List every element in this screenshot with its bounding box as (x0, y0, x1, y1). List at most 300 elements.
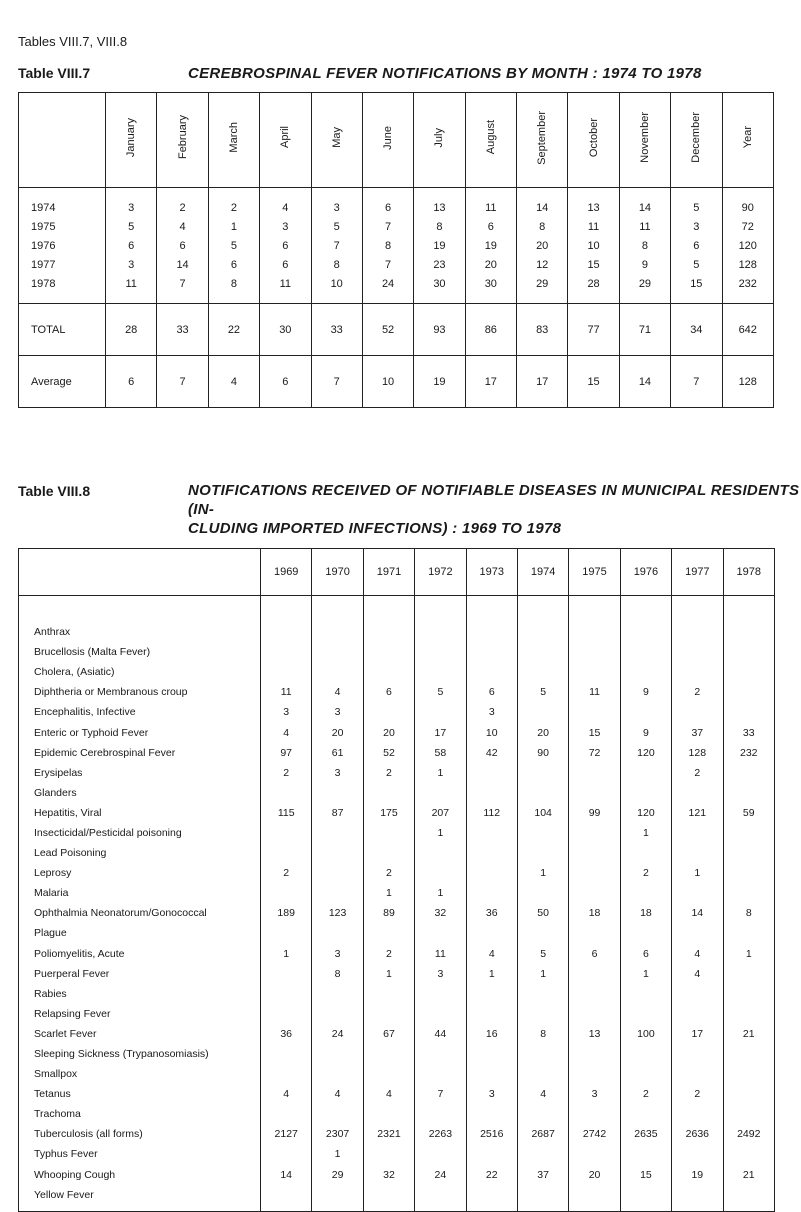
table1-cell: 3 (671, 217, 722, 236)
table2-disease-name: Enteric or Typhoid Fever (34, 726, 149, 739)
table1-cell: 128 (722, 356, 774, 408)
table2-cell: 1 (363, 883, 414, 903)
table2-year-header: 1978 (723, 549, 774, 596)
table2-disease-name: Insecticidal/Pesticidal poisoning (34, 826, 182, 839)
table2-cell: 20 (363, 722, 414, 742)
table2-disease-name: Poliomyelitis, Acute (34, 947, 125, 960)
table2-title-line2: CLUDING IMPORTED INFECTIONS) : 1969 TO 1978 (188, 520, 562, 537)
table1-cell: 642 (722, 304, 774, 356)
table2-cell (466, 642, 517, 662)
table1-cell: 15 (568, 255, 619, 274)
table2-cell: 112 (466, 803, 517, 823)
table2-row (19, 883, 775, 903)
table2-cell: 4 (517, 1084, 568, 1104)
table2-cell (723, 596, 774, 643)
table2-disease-name: Ophthalmia Neonatorum/Gonococcal (34, 907, 207, 920)
table2-cell (261, 823, 312, 843)
table2-cell (723, 1144, 774, 1164)
table2-row (19, 964, 775, 984)
table1-col-header-label: September (536, 110, 549, 165)
table2-cell: 44 (415, 1024, 466, 1044)
table1-col-header (722, 93, 774, 188)
table1-cell: 5 (311, 217, 362, 236)
table2-cell (517, 1144, 568, 1164)
table2-cell: 29 (312, 1165, 363, 1185)
table2-year-header: 1969 (261, 549, 312, 596)
table2-cell: 18 (569, 903, 620, 923)
table1-cell: 8 (517, 217, 568, 236)
table1-cell: 7 (311, 236, 362, 255)
table1-cell: 22 (208, 304, 259, 356)
table2-cell (517, 843, 568, 863)
table2-cell (466, 1044, 517, 1064)
table1-cell: 15 (568, 356, 619, 408)
table2-cell: 2 (363, 863, 414, 883)
table2-cell (312, 1104, 363, 1124)
table2-cell (620, 1064, 671, 1084)
table2-cell (363, 1185, 414, 1212)
table2-cell: 22 (466, 1165, 517, 1185)
table2-cell: 37 (517, 1165, 568, 1185)
table2-cell: 3 (466, 702, 517, 722)
table2-cell (363, 783, 414, 803)
table2-cell (466, 763, 517, 783)
table2-cell (517, 662, 568, 682)
table2-title (188, 481, 801, 538)
table2-cell: 20 (517, 722, 568, 742)
table2-cell: 4 (312, 1084, 363, 1104)
table1-cell: 14 (619, 356, 670, 408)
table2-cell (569, 823, 620, 843)
table2-cell (569, 984, 620, 1004)
table1-row (19, 255, 774, 274)
table2-cell (261, 1064, 312, 1084)
table2-cell: 10 (466, 722, 517, 742)
table2-disease-name: Sleeping Sickness (Trypanosomiasis) (34, 1048, 209, 1061)
table2-cell (569, 1064, 620, 1084)
table2-cell (261, 783, 312, 803)
table2-cell: 2635 (620, 1124, 671, 1144)
table1-corner (19, 93, 106, 188)
table1-cell: 2 (157, 188, 208, 218)
table1-cell: 28 (568, 274, 619, 304)
table2-cell (312, 783, 363, 803)
table2-cell (569, 1185, 620, 1212)
table2-cell: 4 (261, 1084, 312, 1104)
table2-cell: 15 (620, 1165, 671, 1185)
table2-cell (312, 1004, 363, 1024)
table2-cell: 32 (415, 903, 466, 923)
table1-cell: 28 (106, 304, 157, 356)
table2-cell: 1 (672, 863, 723, 883)
table2-cell (517, 883, 568, 903)
table2-cell (363, 1004, 414, 1024)
table2-row (19, 863, 775, 883)
table2-cell (261, 642, 312, 662)
table2-row (19, 843, 775, 863)
table2-cell (569, 1044, 620, 1064)
table2-row (19, 783, 775, 803)
table2-row (19, 1104, 775, 1124)
table1-row (19, 356, 774, 408)
table1 (18, 92, 774, 408)
table1-cell: 8 (414, 217, 465, 236)
table2-cell: 61 (312, 743, 363, 763)
table2-cell: 2263 (415, 1124, 466, 1144)
table2-cell: 20 (312, 722, 363, 742)
table2-cell: 4 (466, 944, 517, 964)
table1-cell: 10 (362, 356, 413, 408)
table1-cell: 4 (157, 217, 208, 236)
table1-cell: 30 (465, 274, 516, 304)
table2-cell (723, 863, 774, 883)
table2-cell (517, 923, 568, 943)
table2-cell (261, 1144, 312, 1164)
table2-cell: 3 (261, 702, 312, 722)
table2-cell (415, 1044, 466, 1064)
table2-disease-name: Cholera, (Asiatic) (34, 666, 115, 679)
table2-cell (363, 1104, 414, 1124)
table2-cell: 9 (620, 722, 671, 742)
table1-cell: 6 (260, 236, 311, 255)
table2-cell (466, 883, 517, 903)
table2-cell (363, 702, 414, 722)
table1-cell: 11 (260, 274, 311, 304)
table1-cell: 11 (619, 217, 670, 236)
table1-col-header (671, 93, 722, 188)
table2-row (19, 722, 775, 742)
table1-cell: 23 (414, 255, 465, 274)
table2-disease-name: Tetanus (34, 1088, 71, 1101)
table1-cell: 6 (208, 255, 259, 274)
table1-cell: 7 (157, 356, 208, 408)
table2-cell (415, 984, 466, 1004)
table1-row (19, 217, 774, 236)
table2-cell: 9 (620, 682, 671, 702)
table2-cell (517, 1064, 568, 1084)
table2-cell: 20 (569, 1165, 620, 1185)
table2-cell: 5 (415, 682, 466, 702)
page-header: Tables VIII.7, VIII.8 (18, 34, 128, 49)
table2-cell (466, 863, 517, 883)
table2-cell (466, 984, 517, 1004)
table1-cell: 7 (671, 356, 722, 408)
table1-row-label: 1974 (31, 201, 56, 214)
table2-cell (466, 596, 517, 643)
table1-row (19, 236, 774, 255)
table2-cell: 89 (363, 903, 414, 923)
table1-cell: 232 (722, 274, 774, 304)
table2-cell (672, 984, 723, 1004)
table2-cell: 99 (569, 803, 620, 823)
table2-cell (415, 1144, 466, 1164)
table2-cell (723, 642, 774, 662)
table2-row (19, 702, 775, 722)
table2-cell (517, 596, 568, 643)
table1-cell: 5 (208, 236, 259, 255)
table2-cell: 5 (517, 944, 568, 964)
table2-cell (466, 1064, 517, 1084)
table2-cell (672, 823, 723, 843)
table1-col-header-label: November (638, 112, 651, 163)
table1-col-header-label: April (279, 126, 292, 149)
table2-cell: 1 (312, 1144, 363, 1164)
table1-col-header-label: March (227, 122, 240, 153)
table2-cell (620, 1004, 671, 1024)
table2-cell (723, 1004, 774, 1024)
table2-cell (466, 1104, 517, 1124)
table2-cell: 4 (261, 722, 312, 742)
table1-col-header-label: Year (741, 126, 754, 149)
table2-cell (312, 1185, 363, 1212)
table2-cell (723, 1185, 774, 1212)
table1-cell: 14 (619, 188, 670, 218)
table1-col-header-label: June (382, 125, 395, 150)
table1-cell: 10 (568, 236, 619, 255)
table2-cell: 1 (363, 964, 414, 984)
table2-row (19, 1044, 775, 1064)
table2-cell: 104 (517, 803, 568, 823)
table2-cell: 32 (363, 1165, 414, 1185)
table2-cell: 8 (312, 964, 363, 984)
table2-cell (415, 642, 466, 662)
table2-row (19, 662, 775, 682)
table2-cell (569, 863, 620, 883)
table2-cell: 128 (672, 743, 723, 763)
table2-cell (415, 783, 466, 803)
table2-cell (466, 923, 517, 943)
table2-row (19, 1124, 775, 1144)
table2-row (19, 1024, 775, 1044)
table2-cell: 2 (672, 1084, 723, 1104)
table2-cell: 2 (672, 682, 723, 702)
table2-cell (261, 843, 312, 863)
table2-disease-name: Trachoma (34, 1108, 81, 1121)
table2-row (19, 803, 775, 823)
table2-cell: 2636 (672, 1124, 723, 1144)
table1-row (19, 188, 774, 218)
table2-cell (620, 642, 671, 662)
table2-cell (723, 843, 774, 863)
table2-disease-name: Diphtheria or Membranous croup (34, 686, 188, 699)
table2-cell: 13 (569, 1024, 620, 1044)
table1-col-header (362, 93, 413, 188)
table2-cell (723, 1104, 774, 1124)
table2-cell (517, 763, 568, 783)
table1-col-header-label: January (125, 117, 138, 158)
table1-cell: 5 (671, 188, 722, 218)
table1-col-header-label: February (176, 115, 189, 160)
table2-cell: 67 (363, 1024, 414, 1044)
table2-cell (569, 883, 620, 903)
table2-cell (261, 883, 312, 903)
table2-cell: 189 (261, 903, 312, 923)
table2-row (19, 1185, 775, 1212)
table2-cell (672, 783, 723, 803)
table2-cell (312, 883, 363, 903)
table2-cell (415, 1004, 466, 1024)
table2-cell: 1 (466, 964, 517, 984)
table1-cell: 17 (465, 356, 516, 408)
table2-row (19, 1144, 775, 1164)
table2-row (19, 743, 775, 763)
table1-cell: 24 (362, 274, 413, 304)
table2-disease-name: Leprosy (34, 867, 72, 880)
table1-cell: 6 (106, 356, 157, 408)
table1-cell: 12 (517, 255, 568, 274)
table2-label: Table VIII.8 (18, 483, 91, 499)
table1-cell: 11 (465, 188, 516, 218)
table2-cell: 14 (672, 903, 723, 923)
table2-cell (312, 596, 363, 643)
table2-cell (415, 923, 466, 943)
table2-cell (569, 596, 620, 643)
table2-cell (620, 1144, 671, 1164)
table2-cell (517, 1185, 568, 1212)
table1-cell: 128 (722, 255, 774, 274)
table2-cell (723, 923, 774, 943)
table1-cell: 11 (568, 217, 619, 236)
table1-cell: 10 (311, 274, 362, 304)
table2-cell (261, 1185, 312, 1212)
table2-cell: 4 (363, 1084, 414, 1104)
table2-cell: 1 (517, 964, 568, 984)
table2-cell (415, 596, 466, 643)
table2-cell (569, 702, 620, 722)
table2-cell (569, 1104, 620, 1124)
table1-col-header-label: December (690, 112, 703, 163)
table2-cell (363, 596, 414, 643)
table2-cell (363, 1064, 414, 1084)
table2-cell (415, 1104, 466, 1124)
table1-cell: 7 (311, 356, 362, 408)
table2-disease-name: Plague (34, 927, 67, 940)
table2-cell (672, 662, 723, 682)
table2-cell (363, 1144, 414, 1164)
table2-cell (620, 596, 671, 643)
table2-cell (723, 783, 774, 803)
table2-cell (620, 883, 671, 903)
table2-cell (620, 1185, 671, 1212)
table2-disease-name: Smallpox (34, 1068, 78, 1081)
table2-cell (620, 923, 671, 943)
table2-cell: 97 (261, 743, 312, 763)
table2-cell: 2307 (312, 1124, 363, 1144)
table2-cell (672, 1104, 723, 1124)
table1-row-label: 1977 (31, 258, 56, 271)
table2-disease-name: Scarlet Fever (34, 1027, 97, 1040)
table1-col-header (106, 93, 157, 188)
table2-cell: 3 (312, 763, 363, 783)
table2-cell: 8 (723, 903, 774, 923)
table1-cell: 19 (465, 236, 516, 255)
table2-cell: 3 (312, 944, 363, 964)
table2-cell (569, 763, 620, 783)
table2-cell: 87 (312, 803, 363, 823)
table2-cell (466, 662, 517, 682)
table1-cell: 13 (568, 188, 619, 218)
table2-cell: 1 (723, 944, 774, 964)
table2-cell (312, 1044, 363, 1064)
table2-cell: 17 (672, 1024, 723, 1044)
table2-row (19, 823, 775, 843)
table2-cell: 14 (261, 1165, 312, 1185)
table2-cell (672, 1064, 723, 1084)
table2-cell (672, 1185, 723, 1212)
table2-cell: 3 (569, 1084, 620, 1104)
table2-year-header: 1972 (415, 549, 466, 596)
table2-cell (517, 984, 568, 1004)
table2-cell: 1 (261, 944, 312, 964)
table2-year-header: 1975 (569, 549, 620, 596)
table2-cell (723, 682, 774, 702)
table2-cell: 19 (672, 1165, 723, 1185)
table1-cell: 19 (414, 356, 465, 408)
table2-cell (363, 823, 414, 843)
table2-cell: 16 (466, 1024, 517, 1044)
table1-cell: 77 (568, 304, 619, 356)
table1-title: CEREBROSPINAL FEVER NOTIFICATIONS BY MONTH : 1974 TO 1978 (188, 65, 702, 82)
table1-cell: 34 (671, 304, 722, 356)
table2-disease-name: Brucellosis (Malta Fever) (34, 646, 151, 659)
table2-cell: 6 (466, 682, 517, 702)
table2-cell: 1 (415, 763, 466, 783)
table2-cell: 11 (569, 682, 620, 702)
table1-cell: 33 (311, 304, 362, 356)
table1-cell: 11 (106, 274, 157, 304)
table2-cell: 121 (672, 803, 723, 823)
table2-cell (672, 596, 723, 643)
table2-cell (415, 843, 466, 863)
table2-cell: 1 (415, 823, 466, 843)
table2-disease-name: Rabies (34, 987, 67, 1000)
table2-cell: 21 (723, 1165, 774, 1185)
table2 (18, 548, 775, 1212)
table2-cell (620, 783, 671, 803)
table2-cell: 2742 (569, 1124, 620, 1144)
table1-cell: 120 (722, 236, 774, 255)
table2-cell (723, 1044, 774, 1064)
table2-cell: 2 (672, 763, 723, 783)
table2-cell: 2516 (466, 1124, 517, 1144)
table2-cell: 3 (466, 1084, 517, 1104)
table2-row (19, 642, 775, 662)
table1-col-header (311, 93, 362, 188)
table2-disease-name: Whooping Cough (34, 1168, 116, 1181)
table1-col-header-label: August (484, 120, 497, 155)
table2-cell (312, 863, 363, 883)
table1-cell: 6 (260, 255, 311, 274)
table2-cell (415, 1185, 466, 1212)
table2-cell (723, 984, 774, 1004)
table2-cell (569, 1004, 620, 1024)
table2-cell (415, 863, 466, 883)
table1-cell: 2 (208, 188, 259, 218)
table2-cell: 36 (466, 903, 517, 923)
table2-cell (312, 984, 363, 1004)
table2-cell: 24 (415, 1165, 466, 1185)
table2-cell: 123 (312, 903, 363, 923)
table1-cell: 6 (362, 188, 413, 218)
table2-cell (517, 642, 568, 662)
table2-year-header: 1977 (672, 549, 723, 596)
table2-cell: 1 (415, 883, 466, 903)
table2-cell (363, 1044, 414, 1064)
table2-cell: 17 (415, 722, 466, 742)
table2-cell (517, 823, 568, 843)
table2-corner (19, 549, 261, 596)
table2-cell: 72 (569, 743, 620, 763)
